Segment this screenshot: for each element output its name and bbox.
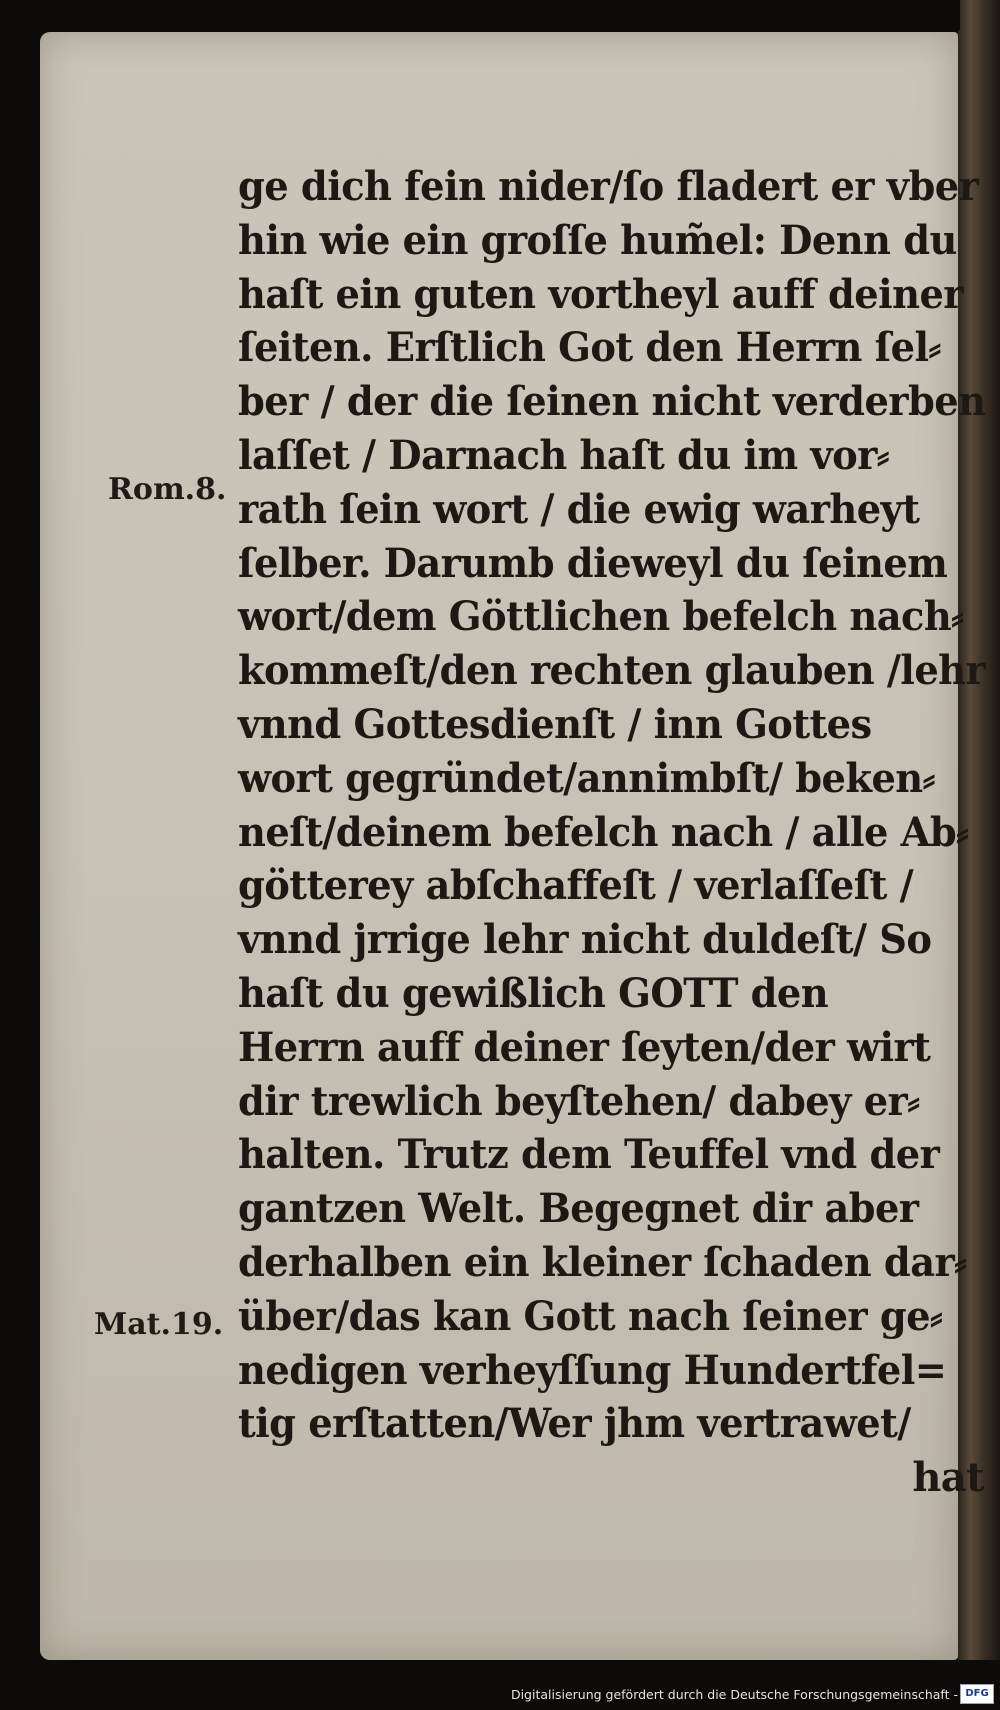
catchword: hat — [912, 1454, 984, 1502]
text-line: neſt/deinem befelch nach / alle Ab⸗ — [238, 808, 969, 856]
text-line: ber / der die ſeinen nicht verderben — [238, 378, 986, 426]
text-line: ge dich fein nider/ſo fladert er vber — [238, 163, 979, 210]
book-page — [40, 32, 986, 1660]
text-line: haſt du gewißlich GOTT den — [238, 969, 829, 1017]
text-line: gantzen Welt. Begegnet dir aber — [238, 1185, 919, 1233]
text-line: tig erſtatten/Wer jhm vertrawet/ — [238, 1400, 911, 1448]
text-line: vnnd jrrige lehr nicht duldeſt/ So — [238, 916, 932, 964]
text-line: götterey abſchaffeſt / verlaſſeſt / — [238, 862, 914, 910]
text-line: ſeiten. Erſtlich Got den Herrn ſel⸗ — [238, 324, 941, 372]
text-line: kommeſt/den rechten glauben /lehr — [238, 647, 986, 695]
text-line: wort gegründet/annimbſt/ beken⸗ — [238, 754, 935, 802]
text-line: rath ſein wort / die ewig warheyt — [238, 485, 920, 533]
text-line: dir trewlich beyſtehen/ dabey er⸗ — [238, 1077, 920, 1125]
text-line: ſelber. Darumb dieweyl du ſeinem — [238, 539, 948, 587]
text-line: vnnd Gottesdienſt / inn Gottes — [238, 700, 872, 748]
margin-note-mat: Mat.19. — [94, 1307, 224, 1342]
text-line: über/das kan Gott nach ſeiner ge⸗ — [238, 1292, 943, 1340]
body-text — [238, 160, 998, 1505]
top-margin — [40, 0, 960, 30]
margin-note-rom: Rom.8. — [108, 472, 227, 507]
text-line: wort/dem Göttlichen befelch nach⸗ — [238, 593, 964, 641]
funding-notice: Digitalisierung gefördert durch die Deutsche Forschungsgemeinschaft - — [510, 1687, 958, 1702]
text-line: laſſet / Darnach haſt du im vor⸗ — [238, 431, 889, 479]
text-line: halten. Trutz dem Teuffel vnd der — [238, 1131, 940, 1179]
text-line: Herrn auff deiner ſeyten/der wirt — [238, 1023, 931, 1071]
text-line: nedigen verheyſſung Hundertfel= — [238, 1346, 947, 1394]
dfg-logo-icon: DFG — [960, 1684, 994, 1704]
text-line: haſt ein guten vortheyl auff deiner — [238, 270, 963, 318]
footer-bar — [0, 1660, 1000, 1710]
text-line: derhalben ein kleiner ſchaden dar⸗ — [238, 1238, 967, 1286]
text-line: hin wie ein groſſe hum̃el: Denn du — [238, 216, 957, 264]
